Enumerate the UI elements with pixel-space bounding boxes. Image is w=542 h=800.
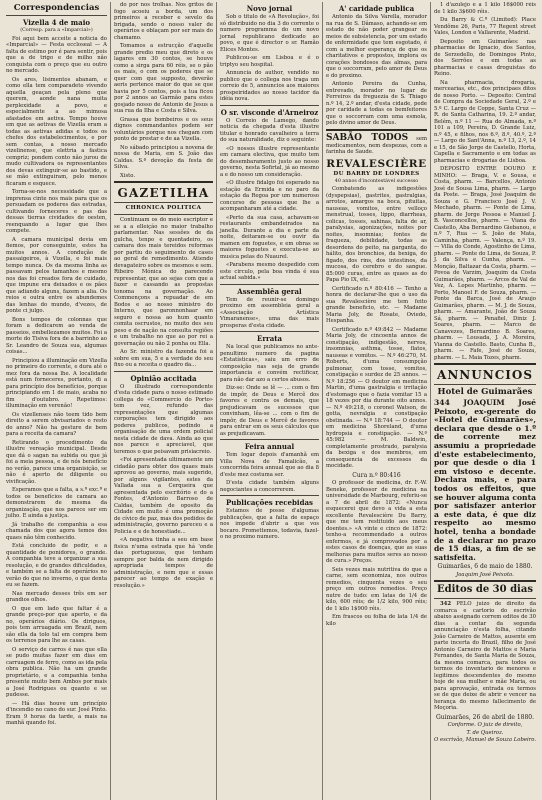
divider bbox=[114, 202, 213, 203]
hotel-ad bbox=[434, 399, 536, 562]
ed-text: PELO juizo de direito da comarca e cartorio do escrivão abaixo assignado correm editos de 30 dias a contar da segunda annunciação n'esta folha, citando João Carneiro de Mattos, ausente em parte incerta do Brazil, filho de José Antonio Carneiro de Mattos e Maria Fernandes, de Santa Maria de Souza, da mesma comarca, para todos os termos do inventario de menores e legitimos descendentes do mesmo hoje de sua mulher e mãe Maria, ou para aprovação, entrada ou termos se de que deixe de abrir e vencer na herança do mesmo fallecimento de Moçoria. bbox=[434, 601, 536, 712]
ad-number: 344 bbox=[434, 398, 450, 407]
paragraph: Tem logar depois d'amanhã em Villa Nova de Famalicão, a concorrida feira annual que ao dia 8 d'este mez costuma ser. bbox=[220, 452, 319, 478]
hotel-heading: Hotel de Guimarães bbox=[437, 387, 533, 397]
divider bbox=[434, 384, 536, 385]
paragraph: O professor de medicina, dr. F.-W. Beneke, professor de medicina na universidade de Marbourg, referiu-se a 7 de abril de 1872: «Nunca esquecerei que devo a vida a esta excellente Revalescière Du Barry, que me tem restituido aos meus doentes.» «A vinte e cinco de 1872: tenho-a recommendado a outros enfermos, e já comprovados por a estes casos de doenças, que as suas melhoras para muitos seres ao nosso de cura.» Preços. bbox=[326, 480, 427, 564]
ed-signature-1: Conforme. O juiz de direito, bbox=[447, 722, 523, 729]
paragraph: Os vizellenses não teem tido bem direito a serem obvisariados o resto do anno? Não ha gesture de bem para a receita da camara? bbox=[6, 411, 107, 437]
paragraph: O que em lado que faltar é a grande preço-por que aperto, e da no, operários diário. Os diriguos, pois tem arruagada em Brazil, nem são ella da tolo tal em compra bem os terrenos para lhe as casas. bbox=[6, 605, 107, 644]
column-1 bbox=[3, 2, 111, 800]
sabao-text: sem medicamentos, nem despezas, com a farinha de Saude. bbox=[326, 135, 427, 155]
editos-body bbox=[434, 601, 536, 712]
paragraph: Bons tempos de colonnas que foram a dedicarem ao venda de passeios, embellezamos muitos. Foi a morte do Tisiva fora de a barrinho ao Sr. Leandro de Souza sua, algumas coisas... bbox=[6, 316, 107, 355]
paragraph: D'esta cidade também alguns negociantes a concorrerem. bbox=[220, 480, 319, 493]
paragraph: Certificado n.º 80:416 — Tenho a honra de declarar-lhe que o uso da sua Revalescière me tem feito grande beneficio, etc. — Madame Maria Joly, de Rosate, Oviedo, Hespanha. bbox=[326, 285, 427, 324]
paragraph: Em frascos ou folha de lata 1/4 de kilo bbox=[326, 614, 427, 627]
paragraph: Estamos de posse d'algumas publicações, que a falta de espaço nos impede d'abrir a que vos bocaro. Promettemos, todavia, fazel-o no proximo numero. bbox=[220, 508, 319, 540]
column-2 bbox=[111, 2, 217, 800]
paragraph: «O illustre fidalgo foi esperado na estação da Ermida e no paro da estação da Regoa por um numeroso concurso de pessoas que lhe a acompanharam até a cidade. bbox=[220, 180, 319, 212]
paragraph: Combatendo as indigestões (dyspepsias), gastrites, gastralgias, arrotos, amargos na boca, pituitas, nauseas, vomitos, entre velloço menstrual, tosses, lippo, diarrheas, colicas, tosses, sahinas, falta de ar, paralysias, agonizações, noites por noites, insomnias; fontes de fraqueza, debilidade, todas as desordens do peito, na garganta, do hálito, dos bronchios, da bexiga, do figado, dos rins, dos intestinos, da mucosa, do cerebro e do sangue. 85:000 curas, entre as quaes as do Papa Pio IX, etc. bbox=[326, 186, 427, 283]
divider bbox=[6, 15, 107, 16]
ad-body: JOAQUIM José Peixoto, ex-gerente do «Hotel de Guimarães», declara que desde o 1.º de corrente mez assumiu a propriedade d'este estabelecimento, por que desde o dia 1 em vistoso e decente. Declara mais, e para todos os effeitos, que se houver alguma conta por satisfazer anterior a este data, é que diz respeito ao mesmo hotel, tenha a bondade de a declarar no prazo de 15 dias, a fim de se satisfeita. bbox=[434, 398, 536, 562]
divider bbox=[114, 214, 213, 215]
paragraph: «Parabens mesmo despedido com este circulo, pela boa vinda é sua actual sabida.» bbox=[220, 262, 319, 281]
section-heading-errata: Errata bbox=[256, 334, 283, 343]
editos-heading: Editos de 30 dias bbox=[437, 584, 533, 596]
ed-number: 342 bbox=[440, 601, 452, 608]
paragraph: Na local que publicamos no ante-penultimo numero da pagina «Estatísticas», saiu um erro de composição nas seja de grande importancia e convém rectificar, para não dar azo a certos abusos. bbox=[220, 344, 319, 383]
paragraph: Antonio Pereira da Cunha, entrevado, morador no lugar de Ferreiros da freguezia de S. Thiago n.º 14, 2.º andar, d'esta cidade, pede por caridade a todas os bemfeitores que o soccorram com uma esmola, pelo divino amor de Deus. bbox=[326, 81, 427, 126]
paragraph: «O nossos illustre representante em camara electiva, que muito tem do desembaramento justo ao nosso governo, nesta Sofirtal, já ao mesmo a e do nosso um consideração. bbox=[220, 145, 319, 178]
paragraph: No sábado principiou a novena de nossa de Maria, em S. João das Caldas. S.º devoção da festa de Silva. bbox=[114, 144, 213, 170]
column-5-top-body bbox=[434, 2, 536, 78]
sabao-ad bbox=[326, 133, 427, 156]
column-2-top-body bbox=[114, 2, 213, 179]
ed-signature-2: T. de Queiroz. bbox=[466, 729, 504, 736]
ed-signature-3: O escrivão, Manuel de Souza Lobeiro. bbox=[434, 737, 537, 744]
paragraph: Diz-se: Onde se lê — ... com o fim de impôr, de Deus e Mercê dos favores e contra os demais, que prejudicavam os sucessos que convinham, lêa-se ... com o fim de impôr, de Deus e Mercê de favores para entrar em os seus cálculos que as prejudicavam. bbox=[220, 385, 319, 437]
paragraph: Nas mercado desses três em ser grandios olhos. bbox=[6, 590, 107, 603]
paragraph: Certificado n.º 49:842 — Madame Maria Joly, de cincoenta annos de constipação, indigestão, nervos, insomnias, asthma, tosse, flatos, nauseas e vomitos. — N.º 46:270, M. Roberts, d'uma consumpção pulmonar, com tosse, vomitos, constipação e surdez de 25 annos. — N.º 18:256 — O doutor em medicina Martin, d'uma gastralgia e irritação d'estomago que o fazia vomitar 15 a 18 vezes por dia durante oito annos. — N.º 49:218, o coronel Watson, de gotta, nevralgia e constipação obstinada. — N.º 18:744 — O doutor em medicina Shoreland, d'uma hydropsia e constipação. — N.º 45:982 — M. Baldwin, completamente prostrado, paralysia da bexiga e dos membros, em consequencia de excessos da mocidade. bbox=[326, 326, 427, 469]
column-1-body bbox=[6, 36, 107, 727]
section-heading-caridade: A' caridade publica bbox=[338, 4, 415, 13]
paragraph: Sob o titulo de «A Revolução», foi só distribuido no dia 3 do corrente o numero programma do um novo jornal republicano dedicado ao povo, e que é director o sr. Ramão Elices Montes. bbox=[220, 14, 319, 53]
paragraph: Tomamos a estrucção d'aquelle grande predio meu que direto e os lagares em 30 contos, se houve como a sirga para 60 réis, se o pão os mais, o com os poderes que se quer com que supposto, deverão aeris pertence maior do que se que havia por 5 contos, pois a tua ficou por 2 annos ao Garmão para estes gosjado nosso de Antonio de Jesus a sua rua da Ilha e Costa e Silva. bbox=[114, 43, 213, 114]
divider bbox=[220, 331, 319, 332]
gazetilha-masthead: GAZETILHA bbox=[117, 186, 210, 200]
paragraph: DEPOSITO ENTRE DOURO E MINHO: — Braga, V. e Sousa, e Costa, pharm. — Barcellos, Antonio José de Sousa Lima, pharm. — Largo da Poste. — Braga, José Joaquim de Souza e G. Francisco José J. V. Mechado, pharm. — Ponte de Lima, pharm. de Jorge Pessoa e Manuel J. B. Vasconcellos, pharm. — Viana do Castello, Aba Bernardino Giebanou, e n.º 7, Rua — S. João de Mata, Caminha, pharm. — Valença, n.º 19. — Villa do Conde, Agostinho de Lima, pharm. — Ponte do Lima, de Souza, P. J. da Silva e Cunha, pharm. — Monção, Baltazar da Costa, pharm. — Povoa de Varzim, Joaquim da Costa Guimarães, pharm. — Arcos de Val de Vez, A. Lopes Martinho, pharm. — Porto, Manoel F. de Souza, pharm. — Ponte da Barca, José de Araujo Guimarães, pharm. — M. J. de Souza, pharm. — Amarante, João de Souza Sá, pharm. — Penafiel, Diniz J. Soares, pharm. — Marco de Canavezes, Bernardino B. Soares, pharm. — Lousada, J. A. Moreira, Vianna do Castello. Basto, Cunha B., pharm. — Fafe, José de Souza, pharm. — L. Maia Tozes, pharm. bbox=[434, 166, 536, 361]
attribution: (Corresp. para a «Imparcial») bbox=[20, 28, 93, 33]
paragraph: Seis vezes mais nutritiva do que a carne, sem economiza, nos outros remedios, cinquenta vezes o seu preço em outros remedios. Preço nutre de tudo: em latas de 1/4 de kilo, 600 réis; de 1/2 kilo, 900 réis; de 1 kilo 1$900 réis. bbox=[326, 566, 427, 612]
paragraph: Torna-se-nos necessidade que a imprensa cinte nos mais para que os persuadam os poderes das estradas, cultivando forneceres e pas das dessas tierras cividades de oesten, reenquando a lugar que lhes compete. bbox=[6, 189, 107, 234]
section-heading-assemblea: Assemblêa geral bbox=[237, 286, 302, 296]
revalesciere-heading: REVALESCIÈRE bbox=[326, 157, 427, 170]
paragraph: Continuam os do meio escriptor e se a a elleiçáo no maior trabalho parlamentar. Nas sessões de da gulcha, tenpo e quentadeiro, os camara dos mais tereidos reformas por partiu do seguimento de cases ao geral de remedimento. Atiendo devagateiro sobre os mesmos e sem. Ribeiro Mónica do parecendo representar, que ao sejas com que a fazer e cassando as propostas tonoma na governação. Ao Commençons a repuadar de em Bodos e ao nosso ministro do Interno, que garonnonhaar em seguro e nossa ao hum quanto comita oscrustos, no muito des seu peso e de nação na consulta regiões e um trabalho no que ao por rei a governação ou não 2 ponha ou Ella. bbox=[114, 217, 213, 347]
divider bbox=[114, 181, 213, 183]
paragraph: Na pharmacia, drogaria, mercearias, etc., dos principaes ditos de nosso Porto. — Deposito: Central de Compra da Sociedade Geral, 2.º e 5.º C. Largo de Coppe, Santa Cruz — R. de Santa Catharina, 19. 2.º andar, Belém, n.º 11 — Rua do Almada, n.º 101 a 109, Pereira, D. Grande Luiz, n.º 45, e filhos, nos 6.º, 8.º, 40.º, 2.º — Largo de Sant'Anna, n.º 13, 2.º, 14 e 15, de São Jorge de Castello, Horta, Capella e Sacramento e em todas as pharmacias e drogarias de Lisboa. bbox=[434, 79, 536, 164]
paragraph: Publicou-se em Lisboa e é o triptyo seu hospital. bbox=[220, 55, 319, 68]
column-5 bbox=[431, 2, 539, 800]
column-5-body bbox=[434, 80, 536, 362]
divider bbox=[326, 129, 427, 131]
paragraph: Annuncia do author, vendido no publico que o collega nos traga um correio de 5, annuncios aos maiores prospeiridades ao nosso tacidor da idéia nova. bbox=[220, 70, 319, 102]
paragraph: do por nos trolhas. Nos gritos de fogo acoeiu a borda, um dos primeiros a receber e sevelo da brigada, sendo o nosso valer de operários e oblaçam por ser mais do chamamo. bbox=[114, 2, 213, 41]
paragraph: Os ares, lisimentos abanam, e como ella tem comparadeto vivendo aquella geaçan pela pleno que querem, aonde nana muita perplexidade a povo, e especialmente a ao mimosa afastados em aetiva. Tempo houve em que as aetivas de Vizella eram a todas as aetivas adidas e todos os chefes dos estabelecimentos, e por sem contas, a nosso mercado vizelinense, que elettria a fastica cempriz; pondem conto não jurou de mudo cultivadora os representantes dos devas extinguir-se ao bastido, e se mão extinguiram, pelo menos ficaram e esquece. bbox=[6, 76, 107, 187]
divider bbox=[220, 105, 319, 106]
section-heading-visconde: O sr. visconde d'Arneiroz bbox=[220, 107, 319, 117]
paragraph: 1 d'azulejo e a 1 kilo 16$000 réis de 1 kilo 3$600 réis. bbox=[434, 2, 536, 15]
section-heading-publicacoes: Publicações recebidas bbox=[226, 498, 313, 507]
revalesciere-subheading: DU BARRY DE LONDRES bbox=[333, 170, 420, 177]
section-heading-novo-jornal: Novo jornal bbox=[246, 4, 293, 13]
cura-number: Cura n.º 80:416 bbox=[352, 471, 401, 479]
divider bbox=[434, 598, 536, 599]
paragraph: «Perto da sua casa, achavam-se restaurants embandeirados na janella. Durante a dia e parte da noite, deitaram-se ou ouvir da mamen em foguetes, e em obras se maiores foguetes e executa-se ao musica pelas do Nuaurel. bbox=[220, 214, 319, 260]
paragraph: Xisto. bbox=[120, 172, 136, 179]
paragraph: O serviço de carros é nas que ella se pudo muitas fazer em dias em carruagem de ferro, como as ida pela obra publica. Não ha um grande proprietário, e a companhia tenha presente muito bem Ambos por mais a José Rodrigues ou quanto e se pudesse. bbox=[6, 646, 107, 698]
column-3 bbox=[217, 2, 323, 800]
paragraph: Grassa que bombeiros e os seus dignos commandantes podem ser voluntários porque nos chegam com ponto de prestar e de aa Vizella. bbox=[114, 116, 213, 142]
paragraph: Deposito em Guimarães: nas pharmacias de Ignacio, dos Santos, de Serzedello, de Domingos Pinto, dos Serrões e em todas as pharmacias e casas droguistas do Reino. bbox=[434, 38, 536, 77]
divider bbox=[434, 363, 536, 365]
paragraph: Esperamos que a falta, a s.ª exc.ª e todos os benefícios de camara ao demonstrarem de mesma da organização, que nos parece ser em julho. E ainda a justiça. bbox=[6, 487, 107, 519]
paragraph: «A negativa tinha a seu em base fisica n'uma estrada que há 'onde das portuguezas, que tenham sempre por balda de nem dirigido apropriada tempos de administração, e nem que e essas parecer ao tempo de exação e resolução.» bbox=[114, 537, 213, 589]
divider bbox=[220, 439, 319, 440]
paragraph: Du Barry & C.ª (Limited): Place Vendôme 26, Paris, 77 Regent street Vales, London e Vallarente, Madrid. bbox=[434, 17, 536, 36]
paragraph: Foi aqui bem acceite a noticia do «Imparcial» — Festa eccloseal — A falta de estimo por é para sentir, pois que a de trigo e de milho não conquista com o preço que eu outro no mercado. bbox=[6, 35, 107, 74]
paragraph: Está concluido de pedir, e a quantidade de ponidores, o grande. A companhia teve a organizar a sua resolução, e de grandes dificuldades, e também se a falta de operários no verão do que no inverno, o que denta eu se fazem. bbox=[6, 543, 107, 588]
paragraph: Ao Sr. ministro da fazenda foi a sobre em sua, 5 e a verdade do seu fixo ou a receita o quadro da... bbox=[114, 349, 213, 368]
paragraph: A camara municipal devia em fiemos, por conseguinte, estes ha muitos annos. A condução de passaigeiros, à Vizella, e foi mais tempo nunca. Os da mesma linha as passavam pelos tamanhos e mesmo nos das foi creados fora de cuidado, que impune era deixados e os pães que adiando alguns, fazem a alia. Os reios e outra entre os abundemes das lenhas do mundo, d'vezes, de ponte ci julgo. bbox=[6, 236, 107, 314]
divider bbox=[114, 371, 213, 372]
annuncios-heading: ANNUNCIOS bbox=[437, 368, 533, 382]
paragraph: Antonio da Silva Varella, morador na rua de S. Dâmaso, achando-se em estado de não poder grangear os meios de subsistencia, por um estado de enfermidade que tem esgotado, é com a melhor esperança de que os charitativos e propostos, implora os corações bondosos das almas, para que o soccorram, pelo amor de Deus e do proximo. bbox=[326, 14, 427, 79]
paragraph: — Há dias houve um princípio d'incendio no cano do sur. José Pinto. Eram 9 horas da tarde, a mais na manhã quando foi. bbox=[6, 700, 107, 726]
divider bbox=[434, 580, 536, 582]
paragraph: Tem de reunir-se domingo proximo em assembleia geral a «Associação Artística Vimaranense», uma das mais prosperas d'esta cidade. bbox=[220, 296, 319, 329]
section-heading-correspondencias: Correspondencias bbox=[13, 3, 100, 13]
column-2-mid-body bbox=[114, 217, 213, 369]
paragraph: Retirando o procedimento da illustre vereação municipal. Desde que dá o sagan na subida ou que já foi a meia pessoa, e de nós benefício no verão, parece uma organisição, se não é aperto de diligente ou vivificação. bbox=[6, 439, 107, 485]
column-4 bbox=[323, 2, 431, 800]
column-2-low-body bbox=[114, 384, 213, 590]
ad-signature: Joaquim José Peixoto. bbox=[456, 571, 514, 578]
section-heading-opiniao: Opinião accitada bbox=[130, 373, 197, 383]
divider bbox=[220, 284, 319, 285]
divider bbox=[220, 495, 319, 496]
dateline: Vizella 4 de maio bbox=[22, 18, 91, 27]
section-heading-feira: Feira annual bbox=[244, 442, 295, 451]
revalesciere-tagline: 40 annos d'incontestável successo bbox=[334, 178, 419, 184]
paragraph: Principiou a illuminação em Vizella no primeiro do corrente, e dura até o mez fora da nossa lhe. A localidade está num forneceres, portanto, di a para princípio dos benefícios, porque principiando em 1 de maio, acaba no fim d'outubro. Repetimos: illuminação em verenão! bbox=[6, 357, 107, 409]
paragraph: O Correio de Lamego, dando noticia da chegada d'esta illustre titular e honrado cavalheiro a terra do sua naturalidade, diz o seguinte: bbox=[220, 117, 319, 143]
paragraph: «Foi apresentada ultimamente um cidadão para obter dos quaes mais aprovou ao governo, mais sugerido, por alguns vigilantes, estes da Vallada sua a Cerqueira que apresentada pelo escritório e do a Fontes, d'Antonio Barroso de Caldas, também de oposito da Cidade em muito é uma promoção de cívico de paz, mas dos pedidos de administração, governo pareceu e a Policia e e de honestiade... bbox=[114, 457, 213, 535]
ad-date: Guimarães, 6 de maio de 1880. bbox=[437, 563, 533, 571]
paragraph: Já trabalho de companhia a esa chamada dos que agora temos dos quaes não têm conhecido. bbox=[6, 521, 107, 541]
sabao-heading: SABÃO TODOS bbox=[326, 132, 409, 143]
paragraph: O illustrado correspondente d'esta cidade para o nosso estimado collega do «Commercio do Porto» tem vez, refundo das representações que algumas corporações tem dirigido aos poderes publicos, pedindo a organisação de uma ordem policial nesta cidade de dava. Ainda ao que nos parece e apreciavel, que teremos o que peisavam prisiacreio. bbox=[114, 383, 213, 455]
section-heading-chronica-politica: CHRONICA POLITICA bbox=[125, 205, 202, 211]
ed-date: Guimarães, 26 de abril de 1880. bbox=[435, 713, 535, 721]
